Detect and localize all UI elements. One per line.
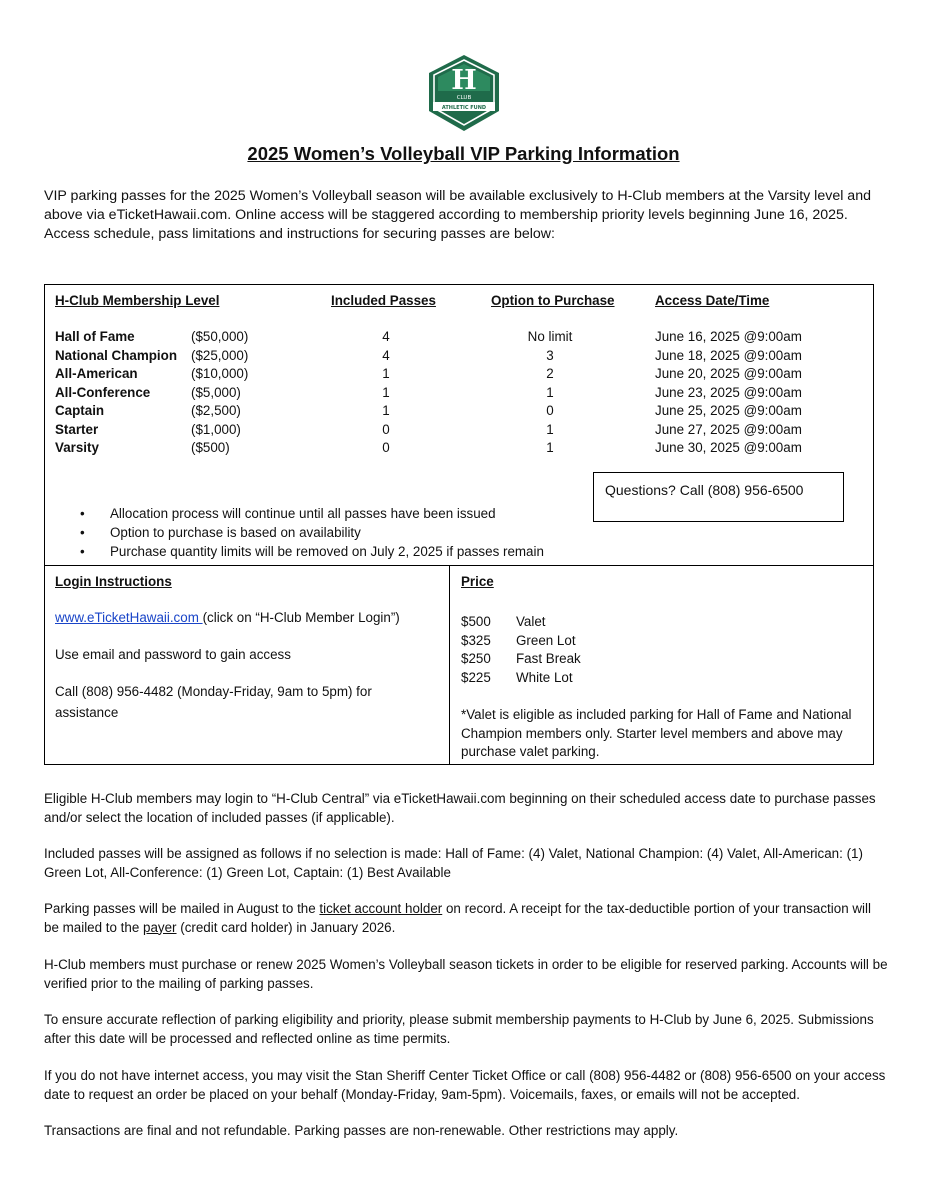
login-line-call: Call (808) 956-4482 (Monday-Friday, 9am to 5pm) for <box>55 684 372 699</box>
tier-amount: ($1,000) <box>191 421 241 437</box>
page-title: 2025 Women’s Volleyball VIP Parking Information <box>247 143 680 164</box>
price-amount: $250 <box>461 651 491 666</box>
price-amount: $325 <box>461 632 491 648</box>
bullet-text: Allocation process will continue until all passes have been issued <box>110 506 496 521</box>
bullet-dot-icon: • <box>80 544 85 559</box>
header-option-to-purchase: Option to Purchase <box>491 293 615 308</box>
tier-name: Starter <box>55 421 99 437</box>
tier-option: 0 <box>546 403 554 418</box>
tier-access: June 20, 2025 @9:00am <box>655 366 802 381</box>
price-label: White Lot <box>516 669 573 685</box>
tier-access: June 23, 2025 @9:00am <box>655 384 802 400</box>
login-line-credentials: Use email and password to gain access <box>55 647 291 662</box>
tier-access: June 16, 2025 @9:00am <box>655 329 802 344</box>
tier-included: 4 <box>382 329 390 344</box>
bullet-dot-icon: • <box>80 525 85 540</box>
tier-name: Hall of Fame <box>55 329 135 344</box>
ticket-account-holder-text: ticket account holder <box>319 901 443 916</box>
mailing-text-b: on record. A receipt for the tax-deductible portion of your transaction will be mailed to the <box>44 901 871 935</box>
tier-included: 1 <box>382 403 390 418</box>
tier-name: All-American <box>55 366 138 381</box>
tier-access: June 25, 2025 @9:00am <box>655 403 802 418</box>
paragraph-login-central: Eligible H-Club members may login to “H-Club Central” via eTicketHawaii.com beginning on their scheduled access date to purchase passes and/or select the location of included passes (if applicable). <box>44 791 876 825</box>
logo-club-text: CLUB <box>456 95 472 101</box>
tier-access: June 27, 2025 @9:00am <box>655 421 802 437</box>
tier-amount: ($10,000) <box>191 366 249 381</box>
tier-option: 3 <box>546 347 554 363</box>
price-label: Valet <box>516 614 546 629</box>
tier-included: 1 <box>382 366 390 381</box>
tier-included: 0 <box>382 440 390 455</box>
tier-option: 2 <box>546 366 554 381</box>
bullet-dot-icon: • <box>80 506 85 521</box>
valet-note: *Valet is eligible as included parking for Hall of Fame and National Champion members only. Starter level members and above may purchase valet parking. <box>461 707 852 759</box>
h-club-athletic-fund-logo <box>427 53 501 133</box>
tier-option: 1 <box>546 421 554 437</box>
login-link-suffix: (click on “H-Club Member Login”) <box>202 610 400 625</box>
section-divider-vertical <box>449 565 450 765</box>
login-link-line <box>55 609 400 628</box>
tier-amount: ($25,000) <box>191 347 249 363</box>
price-label: Fast Break <box>516 651 581 666</box>
tier-amount: ($2,500) <box>191 403 241 418</box>
price-amount: $500 <box>461 614 491 629</box>
tier-included: 4 <box>382 347 390 363</box>
bullet-text: Option to purchase is based on availability <box>110 525 361 540</box>
tier-name: Varsity <box>55 440 99 455</box>
paragraph-no-internet: If you do not have internet access, you may visit the Stan Sheriff Center Ticket Office or call (808) 956-4482 or (808) 956-6500 on your access date to request an order be placed on your behalf (Monday-Friday, 9am-5pm). Voicemails, faxes, or emails will not be accepted. <box>44 1068 886 1102</box>
tier-amount: ($5,000) <box>191 384 241 400</box>
tier-option: 1 <box>546 384 554 400</box>
bullet-text: Purchase quantity limits will be removed on July 2, 2025 if passes remain <box>110 544 544 559</box>
price-amount: $225 <box>461 669 491 685</box>
login-line-assistance: assistance <box>55 705 119 720</box>
tier-amount: ($50,000) <box>191 329 249 344</box>
paragraph-mailing <box>44 900 889 937</box>
tier-access: June 18, 2025 @9:00am <box>655 347 802 363</box>
tier-name: All-Conference <box>55 384 151 400</box>
tier-included: 0 <box>382 421 390 437</box>
questions-box: Questions? Call (808) 956-6500 <box>593 472 844 522</box>
payer-text: payer <box>143 919 177 935</box>
tier-access: June 30, 2025 @9:00am <box>655 440 802 455</box>
tier-name: National Champion <box>55 347 178 363</box>
paragraph-payment-deadline: To ensure accurate reflection of parking eligibility and priority, please submit membership payments to H-Club by June 6, 2025. Submissions after this date will be processed and reflected online as time permits. <box>44 1012 874 1046</box>
tier-included: 1 <box>382 384 390 400</box>
logo-fund-text: ATHLETIC FUND <box>441 104 487 111</box>
paragraph-final-terms: Transactions are final and not refundable. Parking passes are non-renewable. Other restrictions may apply. <box>44 1123 679 1138</box>
login-heading: Login Instructions <box>55 574 172 589</box>
tier-amount: ($500) <box>191 440 230 455</box>
header-included-passes: Included Passes <box>331 293 436 308</box>
header-membership-level: H-Club Membership Level <box>55 293 220 308</box>
eticket-link[interactable]: www.eTicketHawaii.com <box>55 610 203 625</box>
intro-paragraph: VIP parking passes for the 2025 Women’s Volleyball season will be available exclusively to H-Club members at the Varsity level and above via eTicketHawaii.com. Online access will be staggered according to membership priority levels beginning June 16, 2025. Access schedule, pass limitations and instructions for securing passes are below: <box>44 188 871 242</box>
tier-option: 1 <box>546 440 554 455</box>
mailing-text-a: Parking passes will be mailed in August to the <box>44 901 320 916</box>
header-access-date: Access Date/Time <box>655 293 770 308</box>
tier-name: Captain <box>55 403 105 418</box>
price-label: Green Lot <box>516 632 576 648</box>
price-heading: Price <box>461 574 494 589</box>
paragraph-season-tickets: H-Club members must purchase or renew 2025 Women’s Volleyball season tickets in order to be eligible for reserved parking. Accounts will be verified prior to the mailing of parking passes. <box>44 957 888 991</box>
logo-letter: H <box>451 65 477 96</box>
tier-option: No limit <box>527 329 573 344</box>
section-divider-horizontal <box>44 565 874 566</box>
mailing-text-c: (credit card holder) in January 2026. <box>176 919 396 935</box>
paragraph-included-assignment: Included passes will be assigned as follows if no selection is made: Hall of Fame: (4) Valet, National Champion: (4) Valet, All-American: (1) Green Lot, All-Conference: (1) Green Lot, Captain: (1) Best Available <box>44 846 863 880</box>
